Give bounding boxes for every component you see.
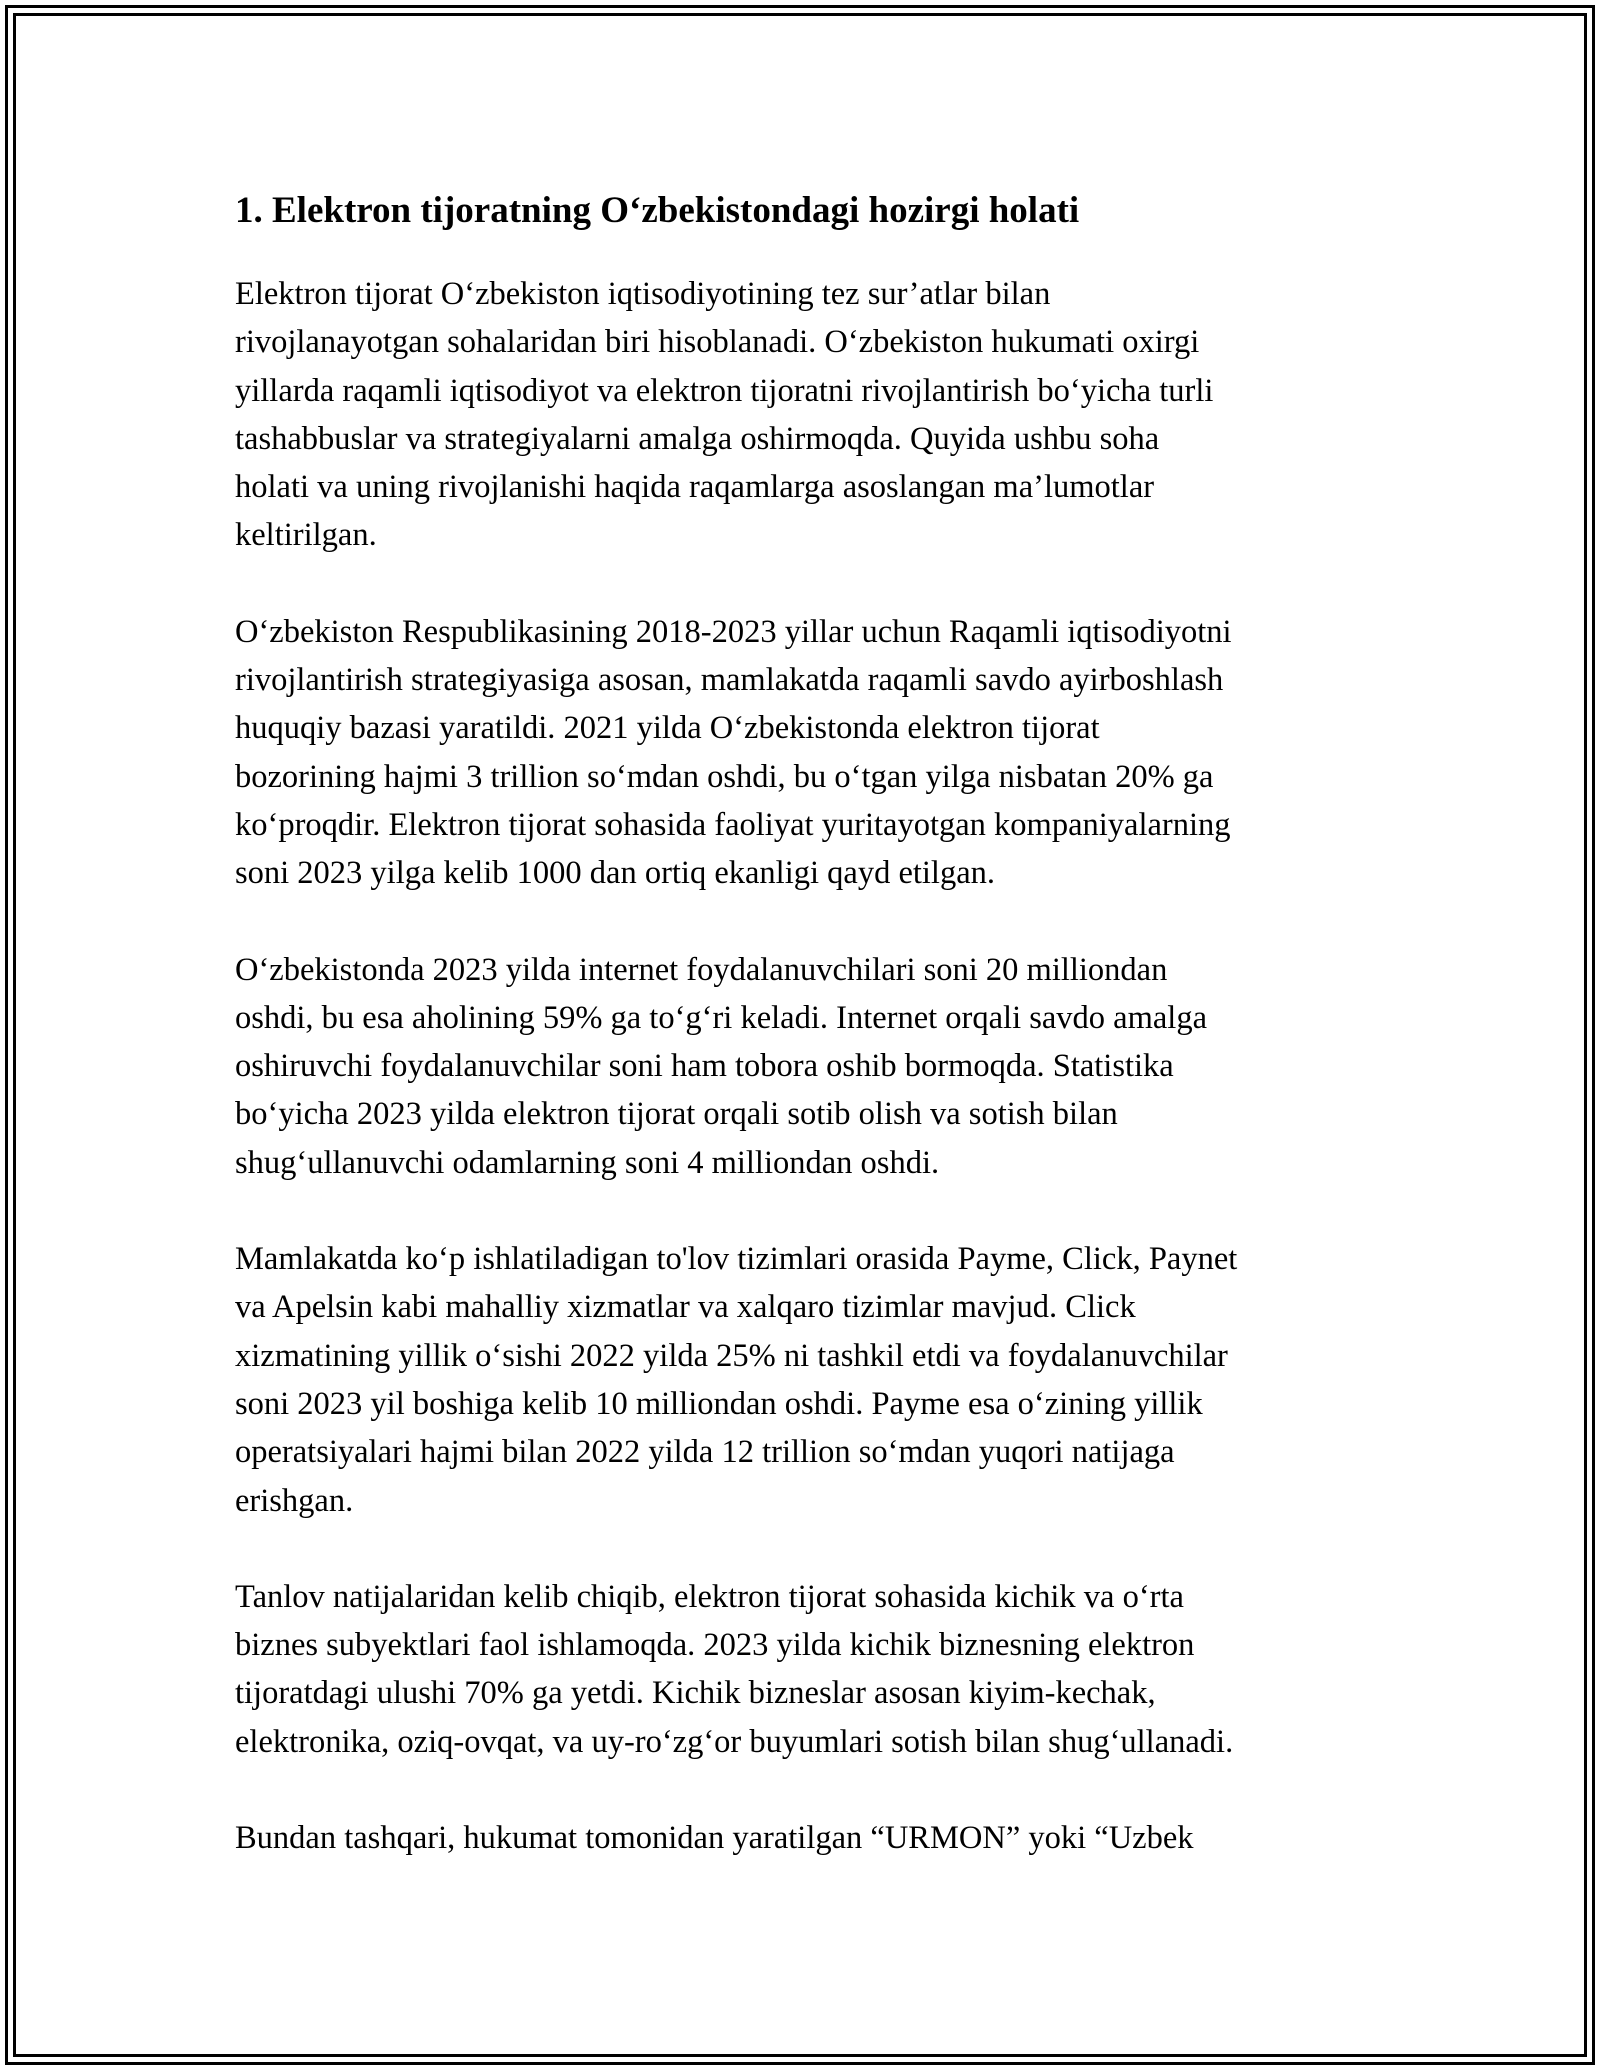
section-heading: 1. Elektron tijoratning O‘zbekistondagi hozirgi holati [235,190,1080,231]
paragraph-payment-systems: Mamlakatda ko‘p ishlatiladigan to'lov tizimlari orasida Payme, Click, Paynet va Apelsin kabi mahalliy xizmatlar va xalqaro tizimlar mavjud. Click xizmatining yillik o‘sishi 2022 yilda 25% ni tashkil etdi va foydalanuvchilar soni 2023 yil boshiga kelib 10 milliondan oshdi. Payme esa o‘zining yillik operatsiyalari hajmi bilan 2022 yilda 12 trillion so‘mdan yuqori natijaga erishgan. [235,1241,1238,1519]
paragraph-strategy: O‘zbekiston Respublikasining 2018-2023 yillar uchun Raqamli iqtisodiyotni rivojlantirish strategiyasiga asosan, mamlakatda raqamli savdo ayirboshlash huquqiy bazasi yaratildi. 2021 yilda O‘zbekistonda elektron tijorat bozorining hajmi 3 trillion so‘mdan oshdi, bu o‘tgan yilga nisbatan 20% ga ko‘proqdir. Elektron tijorat sohasida faoliyat yuritayotgan kompaniyalarning soni 2023 yilga kelib 1000 dan ortiq ekanligi qayd etilgan. [235,613,1232,892]
paragraph-continuation: Bundan tashqari, hukumat tomonidan yaratilgan “URMON” yoki “Uzbek [235,1820,1194,1857]
paragraph-small-business: Tanlov natijalaridan kelib chiqib, elektron tijorat sohasida kichik va o‘rta biznes subyektlari faol ishlamoqda. 2023 yilda kichik biznesning elektron tijoratdagi ulushi 70% ga yetdi. Kichik bizneslar asosan kiyim-kechak, elektronika, oziq-ovqat, va uy-ro‘zg‘or buyumlari sotish bilan shug‘ullanadi. [235,1578,1234,1760]
paragraph-internet-users: O‘zbekistonda 2023 yilda internet foydalanuvchilari soni 20 milliondan oshdi, bu esa aholining 59% ga to‘g‘ri keladi. Internet orqali savdo amalga oshiruvchi foydalanuvchilar soni ham tobora oshib bormoqda. Statistika bo‘yicha 2023 yilda elektron tijorat orqali sotib olish va sotish bilan shug‘ullanuvchi odamlarning soni 4 milliondan oshdi. [235,951,1208,1181]
document-body [235,186,1385,1910]
paragraph-intro: Elektron tijorat O‘zbekiston iqtisodiyotining tez sur’atlar bilan rivojlanayotgan sohalaridan biri hisoblanadi. O‘zbekiston hukumati oxirgi yillarda raqamli iqtisodiyot va elektron tijoratni rivojlantirish bo‘yicha turli tashabbuslar va strategiyalarni amalga oshirmoqda. Quyida ushbu soha holati va uning rivojlanishi haqida raqamlarga asoslangan ma’lumotlar keltirilgan. [235,276,1214,554]
